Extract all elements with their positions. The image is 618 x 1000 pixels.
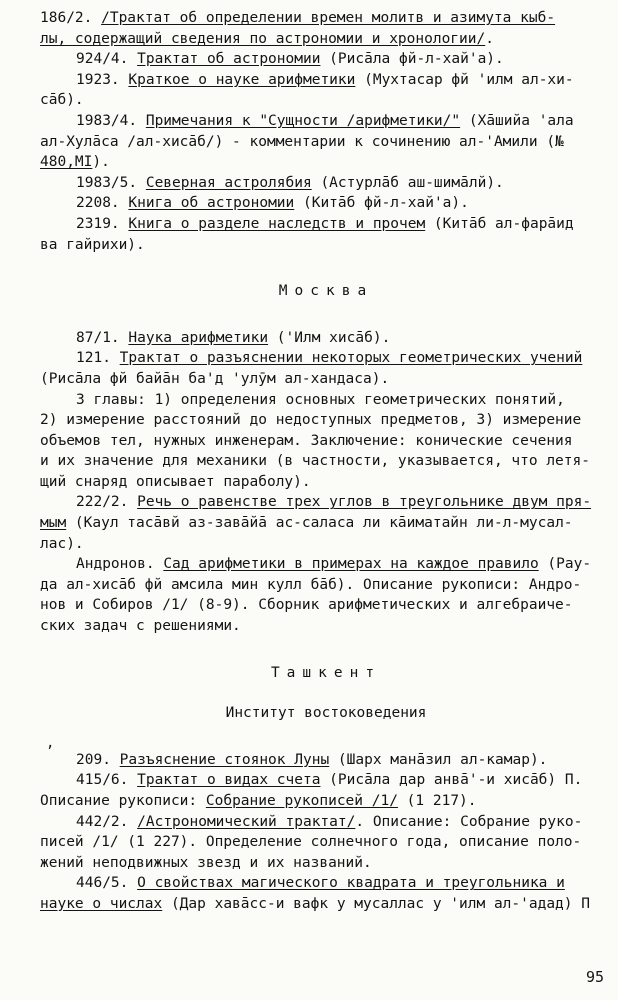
section-moscow bbox=[40, 328, 612, 637]
line-text: ал-Хулāса /ал-хисāб/) - комментарии к сочинению ал-'Амили (№ bbox=[40, 133, 564, 150]
line-text: (Китāб фй-л-хай'а). bbox=[294, 195, 469, 212]
line-text: и их значение для механики (в частности, указывается, что летя- bbox=[40, 453, 590, 470]
line-text: 1923. bbox=[76, 71, 129, 88]
line-text: 209. bbox=[76, 751, 120, 768]
underlined-title: 480,МI bbox=[40, 154, 93, 171]
text-line bbox=[40, 431, 612, 452]
text-line bbox=[40, 235, 612, 256]
line-text: сāб). bbox=[40, 92, 84, 109]
underlined-title: Примечания к "Сущности /арифметики/" bbox=[145, 112, 461, 129]
underlined-title: Наука арифметики bbox=[128, 329, 269, 346]
text-line bbox=[40, 111, 612, 132]
line-text: 186/2. bbox=[40, 10, 102, 26]
text-line bbox=[40, 132, 612, 153]
text-line bbox=[40, 193, 612, 214]
line-text: (Рау- bbox=[538, 556, 592, 573]
underlined-title: лы, содержащий сведения по астрономии и хронологии/ bbox=[40, 30, 486, 47]
line-text: (Мухтасар фй 'илм ал-хи- bbox=[355, 71, 574, 88]
text-line bbox=[40, 812, 612, 833]
line-text: 924/4. bbox=[76, 51, 138, 68]
text-line bbox=[40, 853, 612, 874]
underlined-title: Разъяснение стоянок Луны bbox=[119, 751, 330, 768]
line-text: 87/1. bbox=[76, 329, 129, 346]
underlined-title: О свойствах магического квадрата и треугольника и bbox=[137, 875, 565, 892]
text-line bbox=[40, 70, 612, 91]
line-text: (Шарх манāзил ал-камар). bbox=[329, 751, 548, 768]
underlined-title: Трактат о видах счета bbox=[137, 772, 321, 789]
institute-heading: Институт востоковедения bbox=[225, 705, 427, 722]
underlined-title: Северная астролябия bbox=[145, 174, 312, 191]
underlined-title: Трактат об астрономии bbox=[137, 51, 321, 68]
line-text: Андронов. bbox=[76, 556, 164, 573]
underlined-title: мым bbox=[40, 515, 67, 532]
line-text: (1 217). bbox=[397, 793, 477, 809]
document-page bbox=[40, 8, 612, 915]
text-line bbox=[40, 451, 612, 472]
line-text: нов и Собиров /1/ (8-9). Сборник арифметических и алгебраиче- bbox=[40, 597, 573, 614]
line-text: . bbox=[485, 30, 494, 47]
line-text: 2319. bbox=[76, 215, 129, 232]
text-line bbox=[40, 390, 612, 411]
line-text: объемов тел, нужных инженерам. Заключение: конические сечения bbox=[40, 432, 573, 449]
line-text: 121. bbox=[76, 350, 120, 367]
underlined-title: Книга об астрономии bbox=[128, 195, 295, 212]
line-text: 1983/5. bbox=[76, 174, 146, 191]
underlined-title: Краткое о науке арифметики bbox=[128, 71, 356, 88]
line-text: (Китāб ал-фарāид bbox=[425, 215, 574, 232]
heading-tashkent: Ташкент bbox=[270, 664, 382, 681]
text-line bbox=[40, 492, 612, 513]
section-unlocated-entries bbox=[40, 8, 612, 255]
text-line bbox=[40, 410, 612, 431]
text-line bbox=[40, 152, 612, 173]
line-text: 2208. bbox=[76, 195, 129, 212]
line-text: (Рисāла фй-л-хай'а). bbox=[320, 51, 504, 68]
text-line bbox=[40, 328, 612, 349]
line-text: (Дар хавāсс-и вафк у мусаллас у 'илм ал-'адад) П bbox=[162, 895, 590, 912]
underlined-title: науке о числах bbox=[40, 895, 163, 912]
line-text: щий снаряд описывает параболу). bbox=[40, 473, 311, 490]
text-line bbox=[40, 791, 612, 812]
text-line bbox=[40, 750, 612, 771]
underlined-title: /Трактат об определении времен молитв и азимута кыб- bbox=[101, 10, 556, 26]
line-text: писей /1/ (1 227). Определение солнечного года, описание поло- bbox=[40, 834, 582, 851]
underlined-title: /Астрономический трактат/ bbox=[137, 813, 356, 830]
line-text: (Хāшийа 'ала bbox=[460, 112, 574, 129]
text-line bbox=[40, 894, 612, 915]
line-text: лас). bbox=[40, 535, 84, 552]
line-text: да ал-хисāб фй амсила мин кулл бāб). Описание рукописи: Андро- bbox=[40, 576, 582, 593]
section-tashkent bbox=[40, 750, 612, 915]
text-line bbox=[40, 554, 612, 575]
line-text: (Астурлāб аш-шимāлй). bbox=[311, 174, 504, 191]
line-text: (Рисāла дар анвā'-и хисāб) П. bbox=[320, 772, 583, 789]
text-line bbox=[40, 873, 612, 894]
line-text: ). bbox=[92, 154, 110, 171]
text-line bbox=[40, 513, 612, 534]
underlined-title: Речь о равенстве трех углов в треугольнике двум пря- bbox=[137, 494, 592, 511]
line-text: 2) измерение расстояний до недоступных предметов, 3) измерение bbox=[40, 412, 582, 429]
line-text: 1983/4. bbox=[76, 112, 146, 129]
text-line bbox=[40, 770, 612, 791]
text-line bbox=[40, 214, 612, 235]
page-number: 95 bbox=[585, 968, 604, 987]
line-text: 222/2. bbox=[76, 494, 138, 511]
line-text: ва гайрихи). bbox=[40, 236, 145, 253]
line-text: ских задач с решениями. bbox=[40, 618, 241, 635]
text-line bbox=[40, 49, 612, 70]
text-line bbox=[40, 90, 612, 111]
underlined-title: Книга о разделе наследств и прочем bbox=[128, 215, 426, 232]
line-text: (Каул тасāвй аз-завāйā ас-саласа ли кāиматайн ли-л-мусал- bbox=[66, 515, 573, 532]
margin-mark: , bbox=[46, 735, 55, 751]
line-text: Описание рукописи: bbox=[40, 793, 206, 809]
text-line bbox=[40, 616, 612, 637]
text-line bbox=[40, 173, 612, 194]
line-text: . Описание: Собрание руко- bbox=[355, 813, 583, 830]
line-text: 415/6. bbox=[76, 772, 138, 789]
text-line bbox=[40, 369, 612, 390]
line-text: 446/5. bbox=[76, 875, 138, 892]
text-line bbox=[40, 832, 612, 853]
text-line bbox=[40, 8, 612, 29]
line-text: ('Илм хисāб). bbox=[268, 329, 391, 346]
text-line bbox=[40, 595, 612, 616]
text-line bbox=[40, 29, 612, 50]
line-text: 3 главы: 1) определения основных геометрических понятий, bbox=[76, 391, 565, 408]
text-line bbox=[40, 472, 612, 493]
line-text: (Рисāла фй байāн ба'д 'улӯм ал-хандаса). bbox=[40, 370, 390, 387]
text-line bbox=[40, 575, 612, 596]
underlined-title: Трактат о разъяснении некоторых геометрических учений bbox=[119, 350, 583, 367]
underlined-title: Сад арифметики в примерах на каждое правило bbox=[163, 556, 539, 573]
text-line bbox=[40, 534, 612, 555]
text-line bbox=[40, 348, 612, 369]
line-text: жений неподвижных звезд и их названий. bbox=[40, 854, 372, 871]
heading-moscow: Москва bbox=[278, 283, 374, 300]
underlined-title: Собрание рукописей /1/ bbox=[205, 793, 398, 809]
line-text: 442/2. bbox=[76, 813, 138, 830]
